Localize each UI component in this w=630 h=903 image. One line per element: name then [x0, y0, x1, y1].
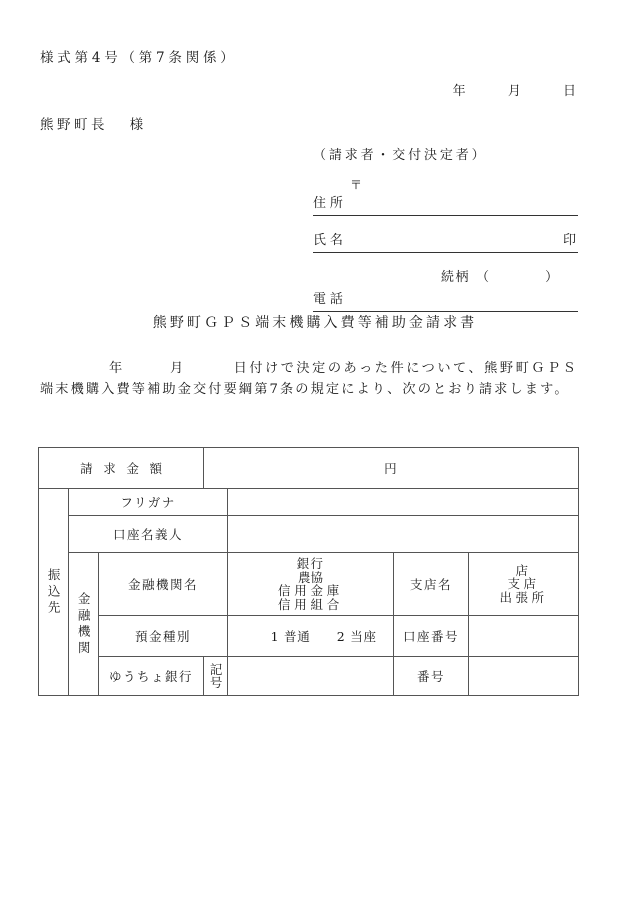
addressee: [40, 113, 145, 133]
document-title: 熊野町ＧＰＳ端末機購入費等補助金請求書: [152, 315, 478, 331]
deposit-type-label: 預金種別: [99, 616, 228, 657]
furigana-value-cell[interactable]: [228, 489, 579, 516]
address-field-row[interactable]: [313, 193, 578, 216]
account-number-value-cell[interactable]: [469, 616, 579, 657]
financial-institution-label-cell: [69, 553, 99, 696]
claim-amount-value-cell[interactable]: 円: [204, 448, 579, 489]
name-label: 氏名: [313, 233, 347, 248]
table-row-account-holder: [39, 516, 579, 553]
symbol-label-cell: [204, 657, 228, 696]
symbol-label: 記号: [208, 662, 224, 690]
relation-paren-close: ）: [545, 270, 560, 285]
relation-label: 続柄: [441, 270, 471, 285]
account-holder-label: 口座名義人: [69, 516, 228, 553]
branch-kind-shucchoujo: 出張所: [499, 589, 548, 605]
phone-label: 電話: [313, 292, 347, 307]
date-year-label: 年: [452, 84, 466, 99]
transfer-to-label: 振込先: [46, 567, 62, 617]
deposit-type-options-cell[interactable]: [228, 616, 394, 657]
transfer-to-label-cell: [39, 489, 69, 696]
deposit-option-futsuu[interactable]: 1 普通: [270, 629, 311, 644]
claimant-label: （請求者・交付決定者）: [313, 148, 488, 163]
form-number: 様式第4号（第7条関係）: [40, 50, 238, 66]
account-number-label: 口座番号: [394, 616, 469, 657]
spacer-1: [313, 216, 578, 230]
symbol-value-cell[interactable]: [228, 657, 394, 696]
postal-code-mark: 〒: [350, 178, 363, 192]
body-year-label: 年: [108, 361, 125, 376]
number-label: 番号: [394, 657, 469, 696]
body-paragraph: [40, 358, 578, 400]
claim-table-wrapper: [38, 447, 578, 696]
date-day-label: 日: [562, 84, 576, 99]
body-text: 日付けで決定のあった件について、熊野町ＧＰＳ端末機購入費等補助金交付要綱第7条の規定により、次のとおり請求します。: [40, 361, 578, 397]
date-month-label: 月: [507, 84, 521, 99]
institution-kind-shinkin: 信用金庫: [278, 583, 344, 598]
japan-post-label: ゆうちょ銀行: [99, 657, 204, 696]
institution-kind-noukyou-text: 農協: [298, 569, 324, 585]
relation-field[interactable]: [313, 267, 578, 289]
name-field-row[interactable]: [313, 230, 578, 253]
branch-kind-shiten: 支店: [507, 576, 540, 592]
spacer-2: [313, 253, 578, 267]
branch-kind-ten: 店: [515, 562, 532, 578]
phone-field-row[interactable]: [313, 289, 578, 312]
institution-kind-bank-text: 銀行: [296, 556, 325, 571]
date-line: [0, 80, 578, 99]
institution-kind-shinkumi: 信用組合: [278, 596, 344, 612]
seal-mark: 印: [562, 233, 576, 248]
addressee-name: 熊野町長: [40, 117, 109, 133]
table-row-institution: [39, 553, 579, 616]
branch-name-label: 支店名: [394, 553, 469, 616]
table-row-deposit-type: [39, 616, 579, 657]
address-label: 住所: [313, 196, 347, 211]
account-holder-value-cell[interactable]: [228, 516, 579, 553]
furigana-label: フリガナ: [69, 489, 228, 516]
institution-name-label: 金融機関名: [99, 553, 228, 616]
relation-paren-open: （: [475, 270, 491, 285]
table-row-japan-post: [39, 657, 579, 696]
financial-institution-label: 金融機関: [76, 591, 92, 657]
claim-amount-label: 請求金額: [39, 448, 204, 489]
institution-kind-bank: [228, 557, 393, 571]
number-value-cell[interactable]: [469, 657, 579, 696]
body-month-label: 月: [169, 361, 186, 376]
deposit-option-touza[interactable]: 2 当座: [336, 629, 377, 644]
table-row-claim-amount: [39, 448, 579, 489]
institution-name-value-cell[interactable]: [228, 553, 394, 616]
claim-table: [38, 447, 579, 696]
table-row-furigana: [39, 489, 579, 516]
applicant-info-block: [313, 178, 578, 312]
addressee-honorific: 様: [129, 117, 145, 133]
institution-kind-noukyou: [228, 571, 393, 585]
branch-name-value-cell[interactable]: [469, 553, 579, 616]
